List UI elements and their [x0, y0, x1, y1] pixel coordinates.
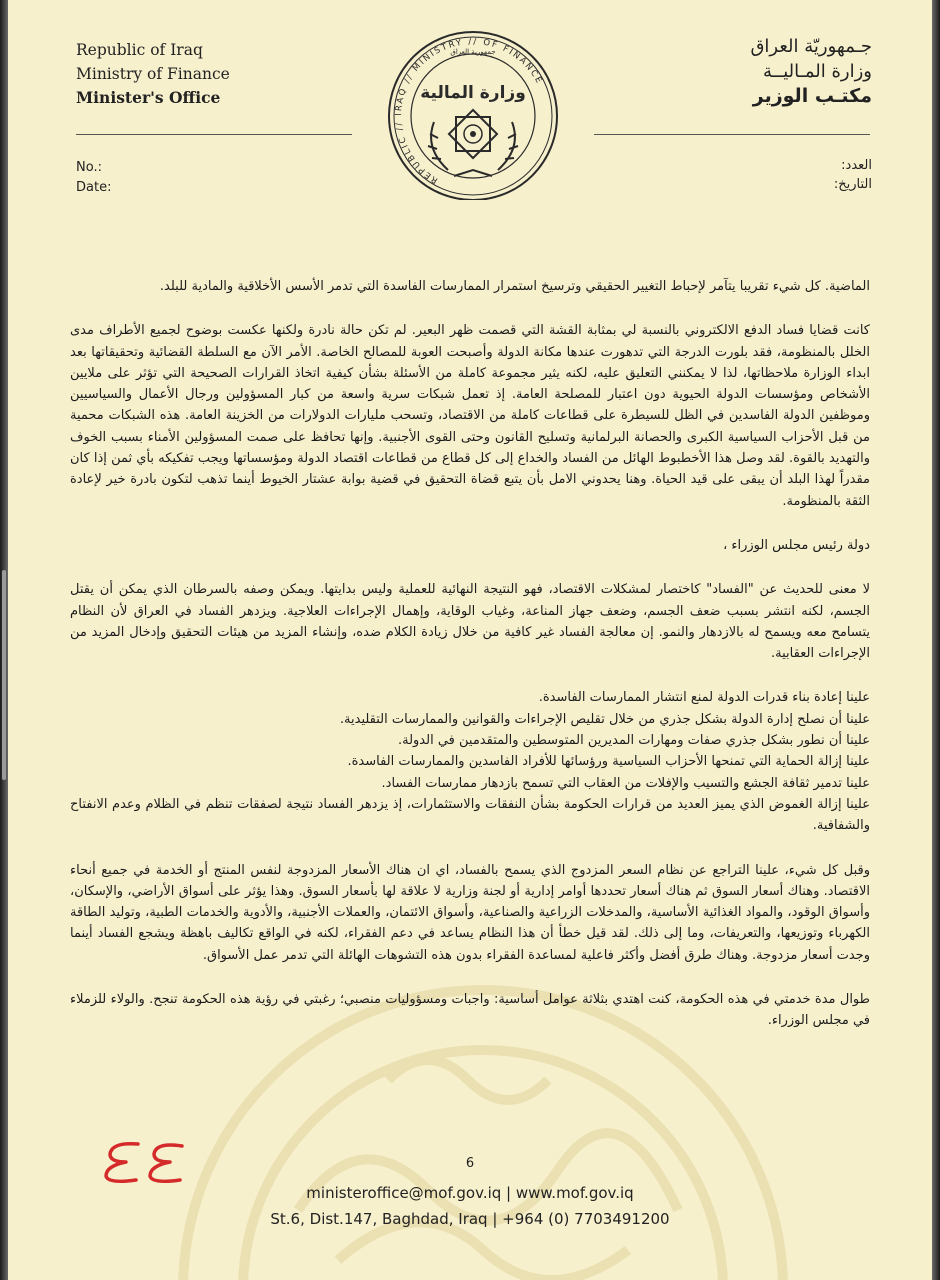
paragraph-2: كانت قضايا فساد الدفع الالكتروني بالنسبة لي بمثابة القشة التي قصمت ظهر البعير. لم تكن حالة نادرة ولكنها عكست بوضوح لجميع الأطراف مدى الخلل بالمنظومة، فقد بلورت الدرجة التي تدهورت عندها مكانة الدولة وأصبحت العوبة للمصالح الخاصة. الأمر الآن مع السلطة القضائية وتحقيقاتها بعد ابداء الوزارة ملاحظاتها، لذا لا يمكنني التعليق عليه، لكنه يثير مجموعة كاملة من الأسئلة بشأن كيفية اتخاذ القرارات الصحيحة التي تؤثر على ملايين الأشخاص ومؤسسات الدولة الحيوية دون اعتبار للمصلحة العامة. إذ تعمل شبكات سرية واسعة من كبار المسؤولين ورجال الأعمال والسياسيين وموظفين الدولة الفاسدين في الظل للسيطرة على قطاعات كاملة من الاقتصاد، وتسحب مليارات الدولارات من الخزينة العامة. هذه الشبكات محمية من قبل الأحزاب السياسية الكبرى والحصانة البرلمانية وتسليح القانون وحتى القوى الأجنبية. وإنها تحافظ على صمت المسؤولين الأمناء بسبب الخوف والتهديد بالقوة. لقد وصل هذا الأخطبوط الهائل من الفساد والخداع إلى كل قطاع من قطاعات اقتصاد الدولة ومؤسساتها ويجب تفكيكه بأي ثمن إذا كان مقدراً لهذا البلد أن يبقى على قيد الحياة. وهنا يحدوني الامل بأن يتبع قضاة التحقيق في قضية بوابة عشتار الخيوط أينما تذهب لتكون بادرة خير لإعادة الثقة بالمنظومة. — [70, 323, 870, 509]
header-arabic — [750, 34, 872, 109]
scan-edge-right — [932, 0, 940, 1280]
header-office-ar: مكتـب الوزير — [752, 85, 872, 107]
salutation: دولة رئيس مجلس الوزراء ، — [723, 537, 870, 553]
footer — [8, 1180, 932, 1232]
seal-star-emblem — [449, 110, 497, 158]
number-label: No.: — [76, 160, 102, 175]
list-item: علينا إعادة بناء قدرات الدولة لمنع انتشار الممارسات الفاسدة. — [538, 690, 870, 706]
page-number: 6 — [465, 1156, 475, 1171]
action-list — [70, 687, 870, 836]
reference-fields — [76, 158, 111, 198]
paragraph-4: وقبل كل شيء، علينا التراجع عن نظام السعر المزدوج الذي يسمح بالفساد، اي ان هناك الأسعار المزدوجة لنفس المنتج أو الخدمة في جميع أنحاء الاقتصاد. وهناك أسعار السوق ثم هناك أسعار تحددها أوامر إدارية أو لجنة وزارية لا علاقة لها بأسعار السوق. وهذا يؤثر على أسواق الأراضي، والإسكان، وأسواق الوقود، والمواد الغذائية الأساسية، والمدخلات الزراعية والصناعية، وأسواق الائتمان، والعملات الأجنبية، والأدوية والخدمات الطبية، وتوليد الطاقة الكهرباء وتوزيعها، والتعريفات، وما إلى ذلك. لقد قيل خطأ أن هذا النظام يساعد في دعم الفقراء، لكنه في الواقع تكاليف باهظة ويشجع الفساد أينما وجدت أسعار مزدوجة. وهناك طرق أفضل وأكثر فاعلية لمساعدة الفقراء بدون هذه التشوهات الهائلة التي تدمر عمل الأسواق. — [70, 862, 870, 963]
footer-address: St.6, Dist.147, Baghdad, Iraq | +964 (0) 7703491200 — [270, 1210, 670, 1228]
number-label-ar: العدد: — [841, 158, 872, 173]
header-office: Minister's Office — [76, 88, 221, 107]
header-rule-left — [76, 134, 352, 135]
header-ministry: Ministry of Finance — [76, 65, 230, 83]
header-english — [76, 38, 230, 110]
seal-ring-text-ar: جمهورية العراق — [450, 48, 496, 56]
date-label-ar: التاريخ: — [833, 177, 872, 192]
letter-body — [70, 276, 870, 1055]
paragraph-1: الماضية. كل شيء تقريبا يتآمر لإحباط التغيير الحقيقي وترسيخ استمرار الممارسات الفاسدة التي تدمر الأسس الأخلاقية والمادية للبلد. — [159, 279, 870, 294]
ministry-seal — [382, 30, 564, 200]
list-item: علينا أن نطور بشكل جذري صفات ومهارات المديرين المتوسطين والمتقدمين في الدولة. — [397, 733, 870, 749]
letter-page — [8, 0, 932, 1280]
header-country: Republic of Iraq — [76, 41, 203, 59]
seal-center-text: وزارة المالية — [420, 83, 526, 103]
list-item: علينا تدمير ثقافة الجشع والتسيب والإفلات من العقاب التي تسمح بازدهار ممارسات الفساد. — [381, 775, 870, 791]
list-item: علينا أن نصلح إدارة الدولة بشكل جذري من خلال تقليص الإجراءات والقوانين والممارسات التقليدية. — [339, 711, 870, 727]
reference-fields-ar — [834, 156, 872, 194]
footer-contact: ministeroffice@mof.gov.iq | www.mof.gov.iq — [306, 1184, 634, 1202]
header-rule-right — [594, 134, 870, 135]
seal-ring-text: REPUBLIC // IRAQ // MINISTRY // OF FINANCE — [394, 36, 545, 186]
header-country-ar: جـمهوريّة العراق — [750, 36, 872, 57]
header-ministry-ar: وزارة المـاليــة — [763, 61, 872, 82]
list-item: علينا إزالة الحماية التي تمنحها الأحزاب السياسية ورؤسائها للأفراد الفاسدين والممارسات الفاسدة. — [347, 754, 870, 770]
date-label: Date: — [76, 180, 112, 195]
list-item: علينا إزالة الغموض الذي يميز العديد من قرارات الحكومة بشأن النفقات والاستثمارات، إذ يزدهر الفساد نتيجة لصفقات تنظم في الظلام وعدم الانفتاح والشفافية. — [70, 796, 870, 834]
paragraph-3: لا معنى للحديث عن "الفساد" كاختصار لمشكلات الاقتصاد، فهو النتيجة النهائية للعملية وليس بدايتها. ويمكن وصفه بالسرطان الذي يمكن أن يقتل الجسم، لكنه انتشر بسبب ضعف الجسم، وضعف جهاز المناعة، وغياب الوقاية، وإهمال الإجراءات العلاجية. ويزدهر الفساد في العراق لأن النظام يتسامح معه ويسمح له بالازدهار والنمو. إن معالجة الفساد غير كافية من خلال زيادة الكلام ضده، وإنشاء المزيد من هيئات التحقيق وإدخال المزيد من الإجراءات العقابية. — [70, 582, 870, 662]
paragraph-5: طوال مدة خدمتي في هذه الحكومة، كنت اهتدي بثلاثة عوامل أساسية: واجبات ومسؤوليات منصبي؛ رغبتي في رؤية هذه الحكومة تنجح. والولاء للزملاء في مجلس الوزراء. — [70, 992, 870, 1029]
scrollbar-thumb[interactable] — [2, 570, 6, 780]
